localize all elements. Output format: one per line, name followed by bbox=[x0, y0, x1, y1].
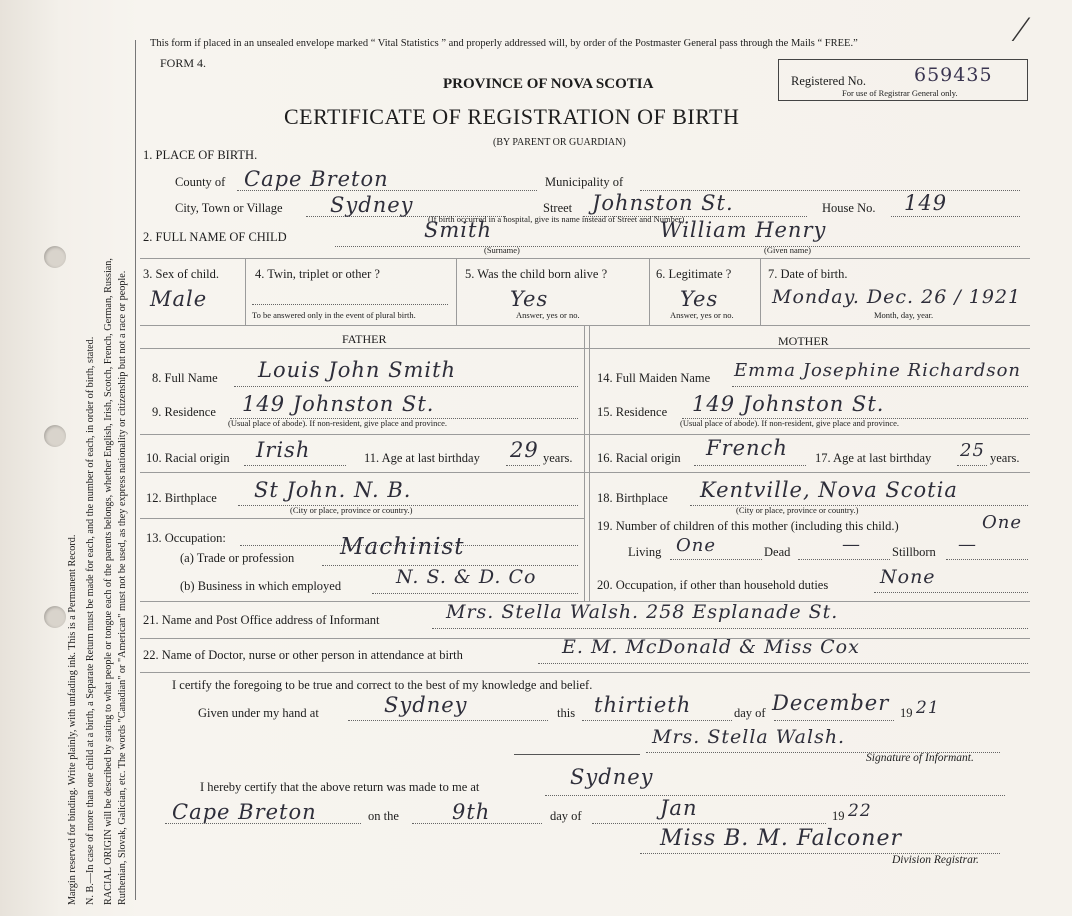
binder-hole bbox=[44, 606, 66, 628]
hospital-note: (If birth occurred in a hospital, give its name instead of Street and Number) bbox=[428, 214, 685, 224]
on-the-label: on the bbox=[368, 809, 399, 823]
city-value: Sydney bbox=[330, 193, 414, 217]
registrar-caption: Division Registrar. bbox=[892, 854, 979, 866]
registrar-year-prefix: 19 bbox=[832, 809, 845, 823]
province-heading: PROVINCE OF NOVA SCOTIA bbox=[443, 76, 654, 92]
sex-value: Male bbox=[150, 287, 208, 311]
mother-birthplace-value: Kentville, Nova Scotia bbox=[700, 478, 958, 502]
mother-birthplace-note: (City or place, province or country.) bbox=[736, 505, 859, 515]
binder-hole bbox=[44, 425, 66, 447]
month-value: December bbox=[772, 691, 890, 715]
mother-name-line bbox=[732, 386, 1028, 387]
father-residence-label: 9. Residence bbox=[152, 405, 216, 419]
pen-mark: ⁄ bbox=[1018, 9, 1025, 49]
street-value: Johnston St. bbox=[592, 191, 734, 215]
father-residence-value: 149 Johnston St. bbox=[242, 392, 435, 416]
given-place-value: Sydney bbox=[384, 693, 468, 717]
mother-name-value: Emma Josephine Richardson bbox=[734, 360, 1022, 381]
mother-age-label: 17. Age at last birthday bbox=[815, 451, 932, 465]
father-residence-note: (Usual place of abode). If non-resident, give place and province. bbox=[228, 418, 448, 428]
registered-number-label: Registered No. bbox=[791, 74, 866, 88]
day-line bbox=[582, 720, 732, 721]
day-of-label: day of bbox=[734, 706, 766, 720]
registrar-day-of-label: day of bbox=[550, 809, 582, 823]
registrar-year-value: 22 bbox=[848, 801, 872, 821]
doctor-label: 22. Name of Doctor, nurse or other person in attendance at birth bbox=[143, 648, 463, 662]
county-label: County of bbox=[175, 175, 226, 189]
house-label: House No. bbox=[822, 201, 876, 215]
certify-text: I certify the foregoing to be true and correct to the best of my knowledge and belief. bbox=[172, 678, 593, 692]
business-label: (b) Business in which employed bbox=[180, 579, 342, 593]
house-line bbox=[891, 216, 1020, 217]
mother-occupation-line bbox=[874, 592, 1028, 593]
month-line bbox=[774, 720, 894, 721]
child-given-value: William Henry bbox=[660, 218, 827, 242]
row-divider bbox=[140, 258, 1030, 259]
row-divider bbox=[140, 472, 1030, 473]
informant-signature: Mrs. Stella Walsh. bbox=[652, 726, 846, 748]
col-divider bbox=[649, 258, 650, 325]
father-heading: FATHER bbox=[342, 332, 387, 346]
informant-value: Mrs. Stella Walsh. 258 Esplanade St. bbox=[446, 601, 839, 623]
row-divider bbox=[140, 325, 1030, 326]
mother-residence-label: 15. Residence bbox=[597, 405, 668, 419]
mother-heading: MOTHER bbox=[778, 334, 829, 348]
alive-label: 5. Was the child born alive ? bbox=[465, 267, 608, 281]
dead-value: — bbox=[842, 534, 861, 555]
margin-note-racial-origin: RACIAL ORIGIN will be described by stating to what people or tongue each of the parents belongs, whether English, Irish, Scotch, French, German, Russian, bbox=[103, 258, 114, 905]
stillborn-label: Stillborn bbox=[892, 545, 936, 559]
mother-residence-value: 149 Johnston St. bbox=[692, 392, 885, 416]
col-divider bbox=[456, 258, 457, 325]
registrar-month-line bbox=[592, 823, 826, 824]
row-divider bbox=[140, 434, 1030, 435]
legitimate-label: 6. Legitimate ? bbox=[656, 267, 732, 281]
municipality-label: Municipality of bbox=[545, 175, 624, 189]
certificate-title: CERTIFICATE OF REGISTRATION OF BIRTH bbox=[284, 104, 740, 129]
doctor-value: E. M. McDonald & Miss Cox bbox=[562, 636, 860, 658]
year-value: 21 bbox=[916, 698, 940, 718]
registered-number-note: For use of Registrar General only. bbox=[842, 88, 958, 98]
children-label: 19. Number of children of this mother (including this child.) bbox=[597, 519, 899, 533]
business-line bbox=[372, 593, 578, 594]
mother-occupation-value: None bbox=[880, 566, 936, 588]
registrar-place-value: Sydney bbox=[570, 765, 654, 789]
binder-hole bbox=[44, 246, 66, 268]
informant-label: 21. Name and Post Office address of Informant bbox=[143, 613, 380, 627]
legitimate-value: Yes bbox=[680, 287, 719, 311]
business-value: N. S. & D. Co bbox=[396, 566, 537, 588]
father-name-value: Louis John Smith bbox=[258, 358, 457, 382]
date-of-birth-note: Month, day, year. bbox=[874, 310, 934, 320]
father-name-label: 8. Full Name bbox=[152, 371, 218, 385]
row-divider bbox=[140, 518, 585, 519]
father-birthplace-label: 12. Birthplace bbox=[146, 491, 217, 505]
registrar-month-value: Jan bbox=[660, 796, 698, 820]
certificate-subtitle: (BY PARENT OR GUARDIAN) bbox=[493, 137, 626, 148]
living-label: Living bbox=[628, 545, 662, 559]
alive-note: Answer, yes or no. bbox=[516, 310, 580, 320]
mother-racial-line bbox=[694, 465, 806, 466]
year-prefix: 19 bbox=[900, 706, 913, 720]
row-divider bbox=[140, 672, 1030, 673]
stillborn-line bbox=[946, 559, 1028, 560]
mother-age-line bbox=[957, 465, 987, 466]
place-of-birth-label: 1. PLACE OF BIRTH. bbox=[143, 148, 258, 162]
parents-divider bbox=[584, 325, 585, 601]
registrar-day-value: 9th bbox=[452, 800, 491, 824]
father-birthplace-value: St John. N. B. bbox=[254, 478, 412, 502]
margin-note-racial-origin-cont: Ruthenian, Slovak, Galician, etc. The words "Canadian" or "American" must not be used, as they express nationality or citizenship but not a race or people. bbox=[117, 270, 128, 905]
registrar-county-value: Cape Breton bbox=[172, 800, 317, 824]
margin-note-binding: Margin reserved for binding. Write plainly, with unfading ink. This is a Permanent Record. bbox=[67, 534, 78, 905]
child-name-label: 2. FULL NAME OF CHILD bbox=[143, 230, 287, 244]
father-racial-line bbox=[244, 465, 346, 466]
mother-residence-note: (Usual place of abode). If non-resident, give place and province. bbox=[680, 418, 900, 428]
twin-label: 4. Twin, triplet or other ? bbox=[255, 267, 380, 281]
street-label: Street bbox=[543, 201, 573, 215]
father-racial-value: Irish bbox=[256, 438, 311, 462]
surname-caption: (Surname) bbox=[484, 245, 520, 255]
mother-name-label: 14. Full Maiden Name bbox=[597, 371, 711, 385]
alive-value: Yes bbox=[510, 287, 549, 311]
mother-age-years: years. bbox=[990, 451, 1020, 465]
form-number: FORM 4. bbox=[160, 56, 207, 70]
house-value: 149 bbox=[904, 191, 948, 215]
registered-number-value: 659435 bbox=[914, 64, 993, 86]
date-of-birth-label: 7. Date of birth. bbox=[768, 267, 848, 281]
given-caption: (Given name) bbox=[764, 245, 811, 255]
father-birthplace-note: (City or place, province or country.) bbox=[290, 505, 413, 515]
date-of-birth-value: Monday. Dec. 26 / 1921 bbox=[772, 286, 1022, 308]
legitimate-note: Answer, yes or no. bbox=[670, 310, 734, 320]
father-occupation-label: 13. Occupation: bbox=[146, 531, 226, 545]
living-line bbox=[670, 559, 762, 560]
col-divider bbox=[760, 258, 761, 325]
father-age-line bbox=[506, 465, 540, 466]
doctor-line bbox=[538, 663, 1028, 664]
father-age-value: 29 bbox=[510, 438, 539, 462]
informant-signature-caption: Signature of Informant. bbox=[866, 752, 974, 764]
father-age-label: 11. Age at last birthday bbox=[364, 451, 480, 465]
day-value: thirtieth bbox=[594, 693, 692, 717]
living-value: One bbox=[676, 535, 717, 556]
sex-label: 3. Sex of child. bbox=[143, 267, 220, 281]
trade-value: Machinist bbox=[340, 534, 465, 560]
margin-note-multiple-births: N. B.—In case of more than one child at a birth, a Separate Return must be made for each, and the number of each, in order of birth, stated. bbox=[85, 336, 96, 905]
child-surname-value: Smith bbox=[424, 218, 492, 242]
given-label: Given under my hand at bbox=[198, 706, 319, 720]
mother-racial-label: 16. Racial origin bbox=[597, 451, 681, 465]
margin-rule bbox=[135, 40, 136, 900]
dead-label: Dead bbox=[764, 545, 791, 559]
father-name-line bbox=[234, 386, 578, 387]
mother-occupation-label: 20. Occupation, if other than household duties bbox=[597, 578, 829, 592]
dead-line bbox=[798, 559, 890, 560]
row-divider bbox=[140, 348, 1030, 349]
mother-age-value: 25 bbox=[960, 440, 985, 461]
twin-note: To be answered only in the event of plural birth. bbox=[252, 310, 416, 320]
stillborn-value: — bbox=[958, 534, 977, 555]
col-divider bbox=[245, 258, 246, 325]
mother-birthplace-label: 18. Birthplace bbox=[597, 491, 668, 505]
father-racial-label: 10. Racial origin bbox=[146, 451, 230, 465]
this-label: this bbox=[557, 706, 576, 720]
registrar-text: I hereby certify that the above return was made to me at bbox=[200, 780, 480, 794]
registrar-place-line bbox=[545, 795, 1005, 796]
trade-label: (a) Trade or profession bbox=[180, 551, 295, 565]
registrar-county-line bbox=[165, 823, 361, 824]
city-label: City, Town or Village bbox=[175, 201, 283, 215]
given-place-line bbox=[348, 720, 548, 721]
twin-line bbox=[252, 304, 448, 305]
registrar-signature: Miss B. M. Falconer bbox=[660, 826, 902, 851]
parents-divider bbox=[589, 325, 590, 601]
informant-line bbox=[432, 628, 1028, 629]
child-name-line bbox=[335, 246, 1020, 247]
county-value: Cape Breton bbox=[244, 167, 389, 191]
mother-racial-value: French bbox=[706, 436, 788, 460]
mail-notice: This form if placed in an unsealed envelope marked “ Vital Statistics ” and properly addressed will, by order of the Postmaster General pass through the Mails “ FREE.” bbox=[150, 38, 858, 49]
blank-signature-line bbox=[514, 754, 640, 755]
father-age-years: years. bbox=[543, 451, 573, 465]
children-value: One bbox=[982, 512, 1023, 533]
